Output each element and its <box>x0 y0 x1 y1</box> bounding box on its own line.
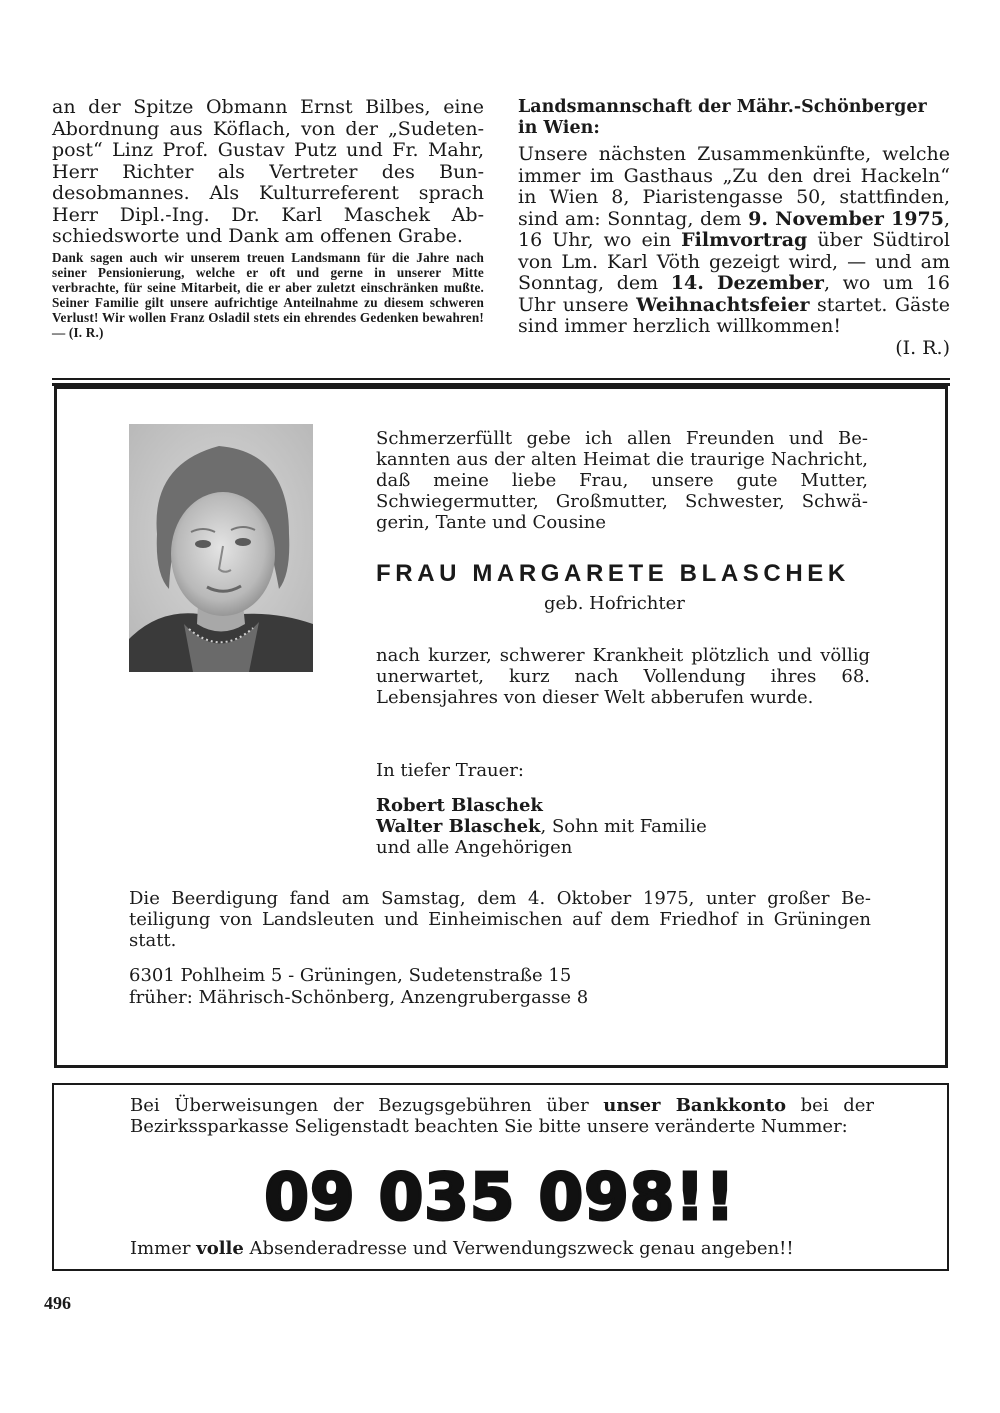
bank-highlight: unser Bankkonto <box>603 1095 787 1116</box>
event-filmvortrag: Filmvortrag <box>681 229 808 251</box>
left-column <box>52 97 484 340</box>
funeral-notice: Die Beerdigung fand am Samstag, dem 4. Oktober 1975, unter großer Beteiligung von Landsleuten und Einheimischen auf dem Friedhof in Grüningen statt. <box>129 888 871 951</box>
address-current: 6301 Pohlheim 5 - Grüningen, Sudetenstraße 15 <box>129 965 572 986</box>
bank-note-bold: volle <box>196 1238 244 1259</box>
event-weihnachtsfeier: Weihnachtsfeier <box>636 293 810 316</box>
bank-text-b: bei der Bezirkssparkasse Seligenstadt beachten Sie bitte unsere veränderte Nummer: <box>130 1095 874 1137</box>
address-former: früher: Mährisch-Schönberg, Anzengrubergasse 8 <box>129 987 589 1008</box>
right-text-b: , 16 Uhr, wo ein <box>518 207 950 251</box>
signer-walter-line <box>376 816 796 837</box>
account-number: 09 035 098!! <box>264 1161 736 1235</box>
page-number: 496 <box>44 1293 71 1313</box>
signer-walter-suffix: , Sohn mit Familie <box>540 816 707 837</box>
right-text-d: , wo um 16 Uhr unsere <box>518 272 950 316</box>
obituary-cause: nach kurzer, schwerer Krankheit plötzlich und völlig unerwartet, kurz nach Vollendung ihres 68. Lebensjahres von dieser Welt abberufen wurde. <box>376 645 870 708</box>
left-paragraph-2: Dank sagen auch wir unserem treuen Landsmann für die Jahre nach seiner Pensionierung, welche er oft und gerne in unserer Mitte verbrachte, für seine Mitarbeit, die er aber zuletzt einschränken mußte. Seiner Familie gilt unsere aufrichtige Anteilnahme zu diesem schweren Verlust! Wir wollen Franz Osladil stets ein ehrendes Gedenken bewahren! — (I. R.) <box>52 249 484 340</box>
portrait-photo <box>129 424 313 672</box>
bank-text-a: Bei Überweisungen der Bezugsgebühren über <box>130 1095 604 1116</box>
signer-relatives: und alle Angehörigen <box>376 837 573 858</box>
right-paragraph <box>518 144 950 338</box>
date-december: 14. Dezember <box>670 272 824 294</box>
signers <box>376 795 796 858</box>
deceased-name: FRAU MARGARETE BLASCHEK <box>376 560 850 587</box>
right-text-a: Unsere nächsten Zusammenkünfte, welche immer im Gasthaus „Zu den drei Hackeln“ in Wien 8, Piaristengasse 50, stattfinden, sind am: Sonntag, dem <box>518 143 950 230</box>
left-paragraph-1: an der Spitze Obmann Ernst Bilbes, eine Abordnung aus Köflach, von der „Sudetenpost“ Linz Prof. Gustav Putz und Fr. Mahr, Herr Richter als Vertreter des Bundesobmannes. Als Kulturreferent sprach Herr Dipl.-Ing. Dr. Karl Maschek Abschiedsworte und Dank am offenen Grabe. <box>52 96 484 247</box>
signer-walter: Walter Blaschek <box>376 816 541 837</box>
right-heading: Landsmannschaft der Mähr.-Schönberger in Wien: <box>518 97 927 138</box>
bank-note <box>130 1238 874 1259</box>
top-rule-thin <box>52 378 950 380</box>
right-signature: (I. R.) <box>895 336 950 359</box>
bank-notice-text <box>130 1095 874 1137</box>
obituary-intro: Schmerzerfüllt gebe ich allen Freunden und Bekannten aus der alten Heimat die traurige Nachricht, daß meine liebe Frau, unsere gute Mutter, Schwiegermutter, Großmutter, Schwester, Schwägerin, Tante und Cousine <box>376 428 868 533</box>
signer-robert: Robert Blaschek <box>376 795 543 816</box>
right-column <box>518 97 950 359</box>
right-text-e: startet. Gäste sind immer herzlich willkommen! <box>518 293 950 337</box>
date-november: 9. November 1975 <box>748 207 944 230</box>
bank-note-a: Immer <box>130 1238 197 1259</box>
maiden-name: geb. Hofrichter <box>544 593 685 614</box>
right-text-c: über Südtirol von Lm. Karl Vöth gezeigt wird, — und am Sonntag, dem <box>518 229 950 294</box>
address-block <box>129 965 729 1009</box>
bank-note-b: Absenderadresse und Verwendungszweck genau angeben!! <box>243 1238 794 1259</box>
mourning-line: In tiefer Trauer: <box>376 760 524 781</box>
portrait-image <box>129 424 313 672</box>
